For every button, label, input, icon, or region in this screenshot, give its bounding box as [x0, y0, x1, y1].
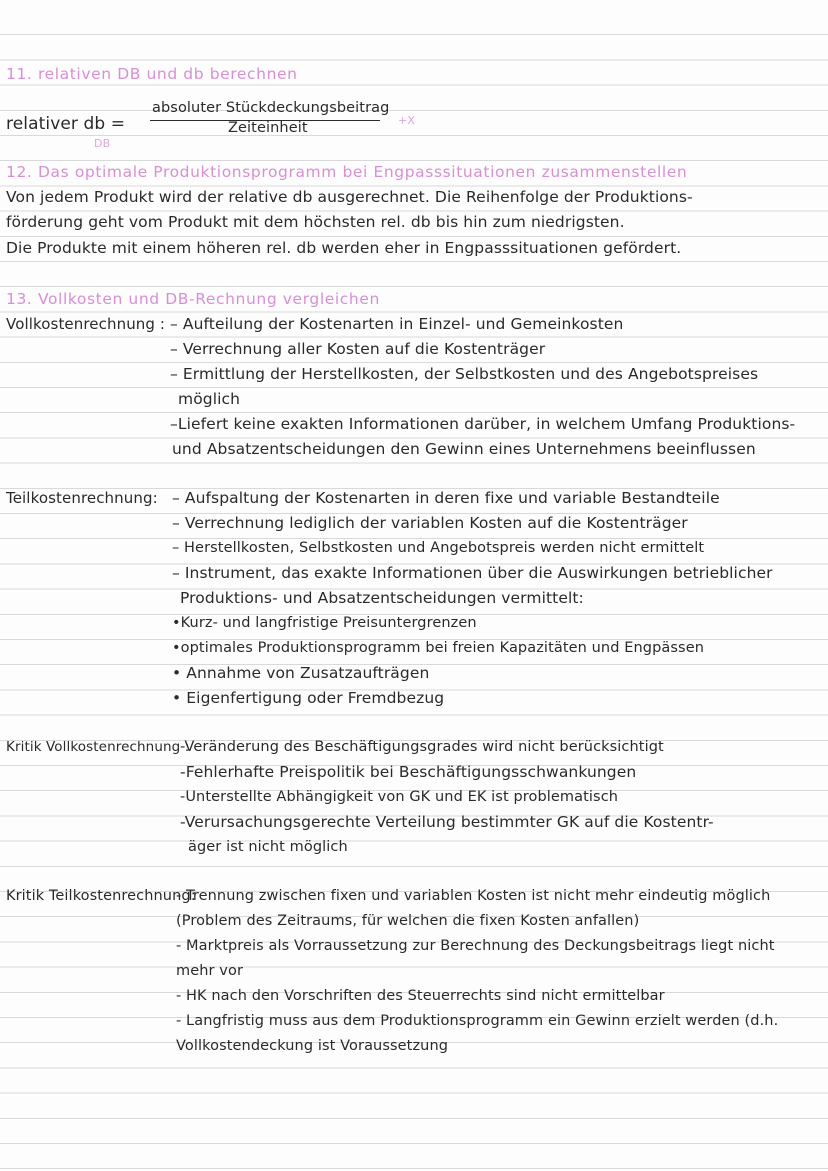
voll-item-3-cont: möglich — [178, 390, 241, 408]
voll-item-2: – Verrechnung aller Kosten auf die Kostenträger — [170, 340, 546, 358]
voll-item-3: – Ermittlung der Herstellkosten, der Selbstkosten und des Angebotspreises — [170, 365, 759, 383]
kritik-teil-item-4: - Langfristig muss aus dem Produktionsprogramm ein Gewinn erzielt werden (d.h. — [176, 1013, 779, 1029]
formula-numerator: absoluter Stückdeckungsbeitrag — [152, 100, 390, 116]
formula-hint: +X — [398, 114, 415, 127]
section-12-heading: 12. Das optimale Produktionsprogramm bei Engpasssituationen zusammenstellen — [6, 163, 688, 181]
teil-item-4-cont: Produktions- und Absatzentscheidungen vermittelt: — [180, 589, 584, 607]
kritik-teil-item-2: - Marktpreis als Vorraussetzung zur Berechnung des Deckungsbeitrags liegt nicht — [176, 938, 775, 954]
teil-item-2: – Verrechnung lediglich der variablen Kosten auf die Kostenträger — [172, 514, 688, 532]
section-11-heading: 11. relativen DB und db berechnen — [6, 65, 298, 83]
kritik-teilkosten-label: Kritik Teilkostenrechnung: — [6, 888, 196, 904]
kritik-voll-item-3: -Unterstellte Abhängigkeit von GK und EK ist problematisch — [180, 789, 619, 805]
vollkosten-label: Vollkostenrechnung : — [6, 315, 166, 333]
voll-item-1: – Aufteilung der Kostenarten in Einzel- und Gemeinkosten — [170, 315, 624, 333]
kritik-teil-item-1: - Trennung zwischen fixen und variablen Kosten ist nicht mehr eindeutig möglich — [176, 888, 771, 904]
s12-line-1: Von jedem Produkt wird der relative db ausgerechnet. Die Reihenfolge der Produktions- — [6, 188, 693, 206]
voll-item-4: –Liefert keine exakten Informationen darüber, in welchem Umfang Produktions- — [170, 415, 796, 433]
teil-bullet-1: •Kurz- und langfristige Preisuntergrenzen — [172, 615, 477, 631]
teil-item-4: – Instrument, das exakte Informationen über die Auswirkungen betrieblicher — [172, 564, 773, 582]
teilkosten-label: Teilkostenrechnung: — [6, 489, 158, 507]
section-13-heading: 13. Vollkosten und DB-Rechnung vergleichen — [6, 290, 380, 308]
formula-denominator: Zeiteinheit — [228, 120, 308, 136]
voll-item-4-cont: und Absatzentscheidungen den Gewinn eines Unternehmens beeinflussen — [172, 440, 756, 458]
kritik-voll-item-4: -Verursachungsgerechte Verteilung bestimmter GK auf die Kostentr- — [180, 813, 714, 831]
teil-item-1: – Aufspaltung der Kostenarten in deren fixe und variable Bestandteile — [172, 489, 720, 507]
kritik-vollkosten-label: Kritik Vollkostenrechnung : — [6, 739, 190, 755]
formula-sub-note: DB — [94, 137, 111, 150]
formula-lhs: relativer db = — [6, 114, 126, 134]
kritik-teil-item-1-cont: (Problem des Zeitraums, für welchen die fixen Kosten anfallen) — [176, 913, 640, 929]
teil-item-3: – Herstellkosten, Selbstkosten und Angebotspreis werden nicht ermittelt — [172, 540, 705, 556]
kritik-voll-item-1: -Veränderung des Beschäftigungsgrades wird nicht berücksichtigt — [180, 739, 664, 755]
kritik-teil-item-4-cont: Vollkostendeckung ist Voraussetzung — [176, 1038, 449, 1054]
kritik-voll-item-4-cont: äger ist nicht möglich — [188, 839, 348, 855]
s12-line-2: förderung geht vom Produkt mit dem höchsten rel. db bis hin zum niedrigsten. — [6, 213, 625, 231]
s12-line-3: Die Produkte mit einem höheren rel. db werden eher in Engpasssituationen gefördert. — [6, 239, 682, 257]
kritik-voll-item-2: -Fehlerhafte Preispolitik bei Beschäftigungsschwankungen — [180, 763, 637, 781]
teil-bullet-2: •optimales Produktionsprogramm bei freien Kapazitäten und Engpässen — [172, 640, 704, 656]
teil-bullet-3: • Annahme von Zusatzaufträgen — [172, 664, 430, 682]
kritik-teil-item-2-cont: mehr vor — [176, 963, 244, 979]
teil-bullet-4: • Eigenfertigung oder Fremdbezug — [172, 689, 445, 707]
kritik-teil-item-3: - HK nach den Vorschriften des Steuerrechts sind nicht ermittelbar — [176, 988, 665, 1004]
